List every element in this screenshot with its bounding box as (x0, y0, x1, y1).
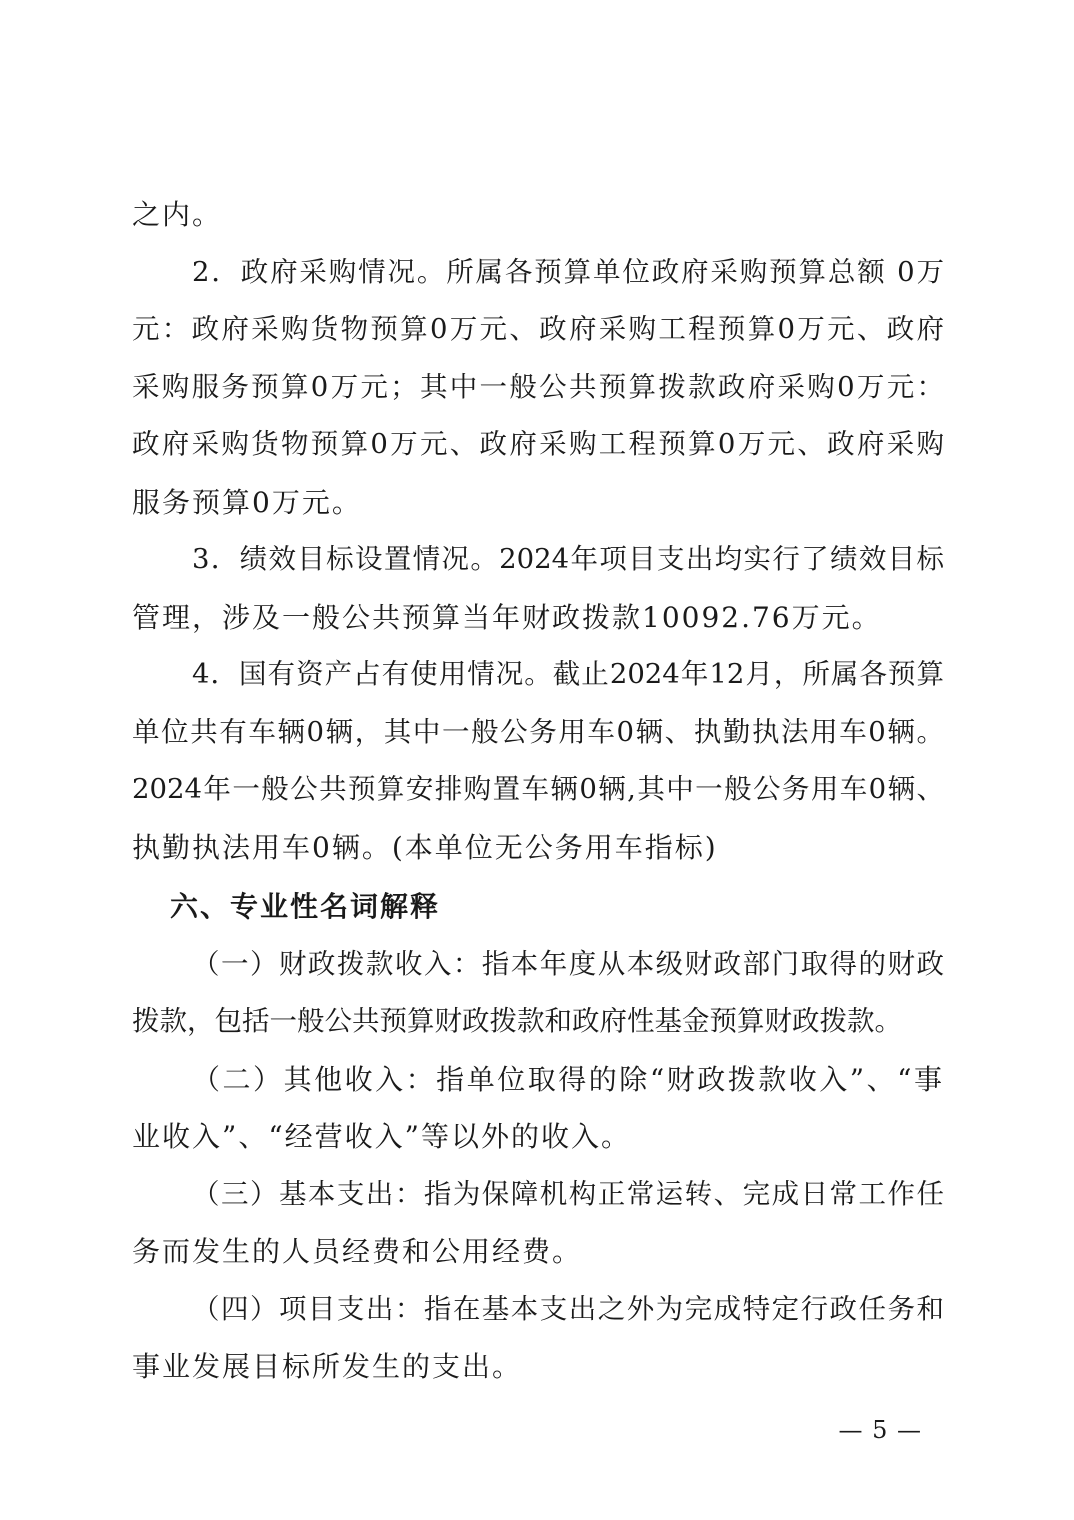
definition-line: 业收入”、“经营收入”等以外的收入。 (132, 1120, 631, 1153)
definition-line: 事业发展目标所发生的支出。 (132, 1350, 523, 1383)
paragraph-line: 4．国有资产占有使用情况。截止2024年12月，所属各预算 (192, 658, 944, 690)
definition-line: （二）其他收入：指单位取得的除“财政拨款收入”、“事 (192, 1062, 944, 1096)
definition-line: （三）基本支出：指为保障机构正常运转、完成日常工作任 (192, 1177, 944, 1210)
page-number: — 5 — (838, 1416, 922, 1444)
definition-line: （一）财政拨款收入：指本年度从本级财政部门取得的财政 (192, 947, 944, 980)
definition-line: （四）项目支出：指在基本支出之外为完成特定行政任务和 (192, 1292, 944, 1325)
definition-line: 拨款，包括一般公共预算财政拨款和政府性基金预算财政拨款。 (132, 1005, 902, 1037)
paragraph-line: 管理，涉及一般公共预算当年财政拨款10092.76万元。 (132, 600, 882, 634)
paragraph-line: 3．绩效目标设置情况。2024年项目支出均实行了绩效目标 (192, 543, 944, 575)
paragraph-line: 单位共有车辆0辆，其中一般公务用车0辆、执勤执法用车0辆。 (132, 715, 944, 748)
paragraph-line: 2024年一般公共预算安排购置车辆0辆,其中一般公务用车0辆、 (132, 773, 944, 805)
paragraph-line: 2．政府采购情况。所属各预算单位政府采购预算总额 0万 (192, 255, 944, 288)
paragraph-line: 服务预算0万元。 (132, 485, 362, 519)
document-body (132, 186, 944, 1396)
paragraph-line: 执勤执法用车0辆。(本单位无公务用车指标) (132, 830, 718, 864)
paragraph-line: 政府采购货物预算0万元、政府采购工程预算0万元、政府采购 (132, 428, 944, 460)
section-heading: 六、专业性名词解释 (170, 890, 441, 923)
definition-line: 务而发生的人员经费和公用经费。 (132, 1235, 583, 1268)
paragraph-line: 之内。 (132, 198, 223, 231)
paragraph-line: 采购服务预算0万元；其中一般公共预算拨款政府采购0万元： (132, 370, 944, 403)
paragraph-line: 元：政府采购货物预算0万元、政府采购工程预算0万元、政府 (132, 313, 944, 345)
